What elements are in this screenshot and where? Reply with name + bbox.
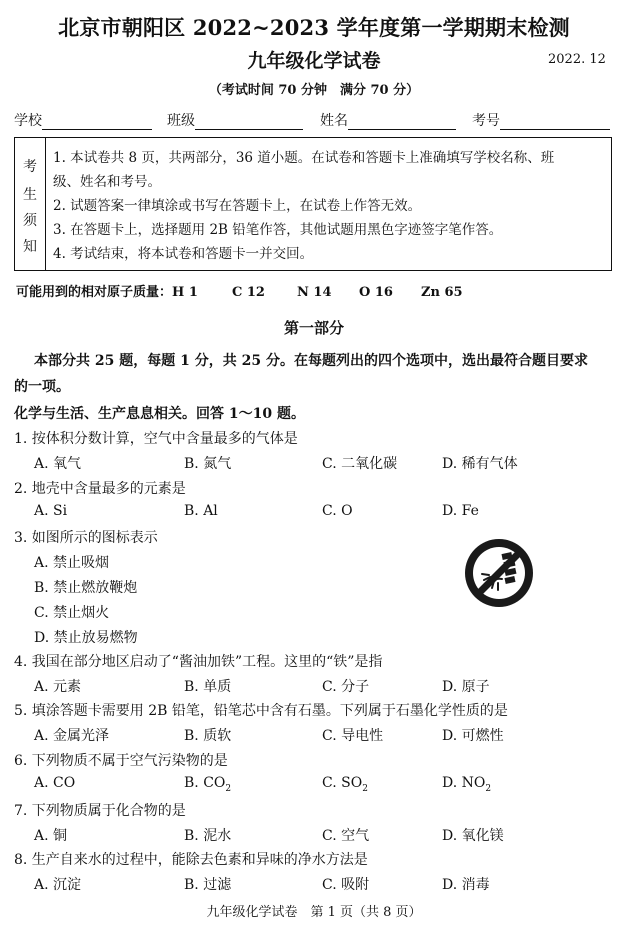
option-text: D. NO	[442, 775, 486, 791]
option[interactable]: D. 氧化镁	[442, 828, 504, 844]
subscript: 2	[485, 783, 492, 794]
option[interactable]: A. 禁止吸烟	[34, 555, 110, 571]
exam-no-label: 考号	[472, 113, 500, 129]
atomic-mass-value: H 1	[172, 285, 198, 300]
notice-items	[53, 146, 609, 266]
option[interactable]: C. 吸附	[322, 877, 370, 893]
notice-item: 1. 本试卷共 8 页，共两部分，36 道小题。在试卷和答题卡上准确填写学校名称、班	[53, 150, 555, 166]
exam-time-note: （考试时间 70 分钟 满分 70 分）	[208, 83, 420, 98]
notice-item: 3. 在答题卡上，选择题用 2B 铅笔作答，其他试题用黑色字迹签字笔作答。	[53, 222, 503, 238]
name-field[interactable]	[320, 110, 456, 130]
option[interactable]: B. 禁止燃放鞭炮	[34, 580, 138, 596]
option[interactable]: C. O	[322, 503, 353, 519]
option[interactable]: A. 金属光泽	[34, 728, 110, 744]
option[interactable]: A. 铜	[34, 828, 68, 844]
notice-label-char: 知	[23, 239, 37, 255]
question-6-stem: 6. 下列物质不属于空气污染物的是	[14, 753, 228, 769]
name-blank[interactable]	[348, 113, 456, 130]
option[interactable]: C. 二氧化碳	[322, 456, 398, 472]
notice-box	[14, 137, 612, 271]
option[interactable]: A. 元素	[34, 679, 82, 695]
option-text: C. SO	[322, 775, 363, 791]
school-blank[interactable]	[42, 113, 152, 130]
option[interactable]: A. 沉淀	[34, 877, 82, 893]
option[interactable]	[442, 775, 491, 794]
option-text: B. CO	[184, 775, 226, 791]
question-4-stem: 4. 我国在部分地区启动了“酱油加铁”工程。这里的“铁”是指	[14, 654, 383, 670]
option[interactable]: C. 禁止烟火	[34, 605, 110, 621]
exam-title: 北京市朝阳区 2022~2023 学年度第一学期期末检测	[58, 15, 570, 40]
school-label: 学校	[14, 113, 42, 129]
exam-subtitle: 九年级化学试卷	[247, 50, 381, 72]
question-1-stem: 1. 按体积分数计算，空气中含量最多的气体是	[14, 431, 298, 447]
notice-label-char: 须	[23, 213, 37, 229]
option[interactable]: A. CO	[34, 775, 76, 791]
atomic-mass-label: 可能用到的相对原子质量：	[16, 285, 173, 300]
option[interactable]: D. 禁止放易燃物	[34, 630, 138, 646]
option[interactable]: B. 泥水	[184, 828, 232, 844]
no-fireworks-sign-icon	[462, 536, 536, 610]
option[interactable]: D. 消毒	[442, 877, 490, 893]
subscript: 2	[362, 783, 368, 794]
question-2-stem: 2. 地壳中含量最多的元素是	[14, 481, 186, 497]
question-8-stem: 8. 生产自来水的过程中，能除去色素和异味的净水方法是	[14, 852, 368, 868]
name-label: 姓名	[320, 113, 348, 129]
option[interactable]	[184, 775, 231, 794]
atomic-mass-value: Zn 65	[421, 285, 463, 300]
option[interactable]: A. 氧气	[34, 456, 82, 472]
part-intro-cont: 的一项。	[14, 379, 70, 395]
option[interactable]: C. 分子	[322, 679, 370, 695]
option[interactable]	[322, 775, 368, 794]
class-blank[interactable]	[195, 113, 303, 130]
atomic-mass-value: N 14	[297, 285, 332, 300]
notice-item: 2. 试题答案一律填涂或书写在答题卡上，在试卷上作答无效。	[53, 198, 422, 214]
notice-item: 4. 考试结束，将本试卷和答题卡一并交回。	[53, 246, 314, 262]
option[interactable]: D. 原子	[442, 679, 490, 695]
topic-heading: 化学与生活、生产息息相关。回答 1～10 题。	[14, 406, 305, 422]
atomic-mass-value: O 16	[359, 285, 393, 300]
option[interactable]: B. 过滤	[184, 877, 232, 893]
school-field[interactable]	[14, 110, 152, 130]
notice-item: 级、姓名和考号。	[53, 174, 161, 190]
page-footer: 九年级化学试卷 第 1 页（共 8 页）	[206, 905, 422, 920]
notice-label-char: 生	[23, 187, 37, 203]
atomic-mass-line	[16, 281, 463, 300]
notice-label-char: 考	[23, 159, 37, 175]
option[interactable]: D. 可燃性	[442, 728, 504, 744]
part-title: 第一部分	[283, 319, 344, 337]
option[interactable]: B. 氮气	[184, 456, 232, 472]
class-field[interactable]	[167, 110, 303, 130]
notice-label	[15, 138, 46, 270]
student-info-fields	[14, 110, 614, 134]
option[interactable]: A. Si	[34, 503, 68, 519]
option[interactable]: B. 单质	[184, 679, 232, 695]
question-5-stem: 5. 填涂答题卡需要用 2B 铅笔，铅笔芯中含有石墨。下列属于石墨化学性质的是	[14, 703, 508, 719]
question-7-stem: 7. 下列物质属于化合物的是	[14, 803, 186, 819]
subscript: 2	[225, 783, 232, 794]
option[interactable]: C. 空气	[322, 828, 370, 844]
option[interactable]: D. 稀有气体	[442, 456, 518, 472]
option[interactable]: D. Fe	[442, 503, 479, 519]
exam-no-blank[interactable]	[500, 113, 610, 130]
class-label: 班级	[167, 113, 195, 129]
exam-no-field[interactable]	[472, 110, 610, 130]
option[interactable]: C. 导电性	[322, 728, 384, 744]
atomic-mass-value: C 12	[232, 285, 265, 300]
option[interactable]: B. Al	[184, 503, 218, 519]
part-intro: 本部分共 25 题，每题 1 分，共 25 分。在每题列出的四个选项中，选出最符合题目要求	[34, 353, 588, 369]
exam-date: 2022. 12	[548, 52, 606, 67]
question-3-stem: 3. 如图所示的图标表示	[14, 530, 158, 546]
option[interactable]: B. 质软	[184, 728, 232, 744]
